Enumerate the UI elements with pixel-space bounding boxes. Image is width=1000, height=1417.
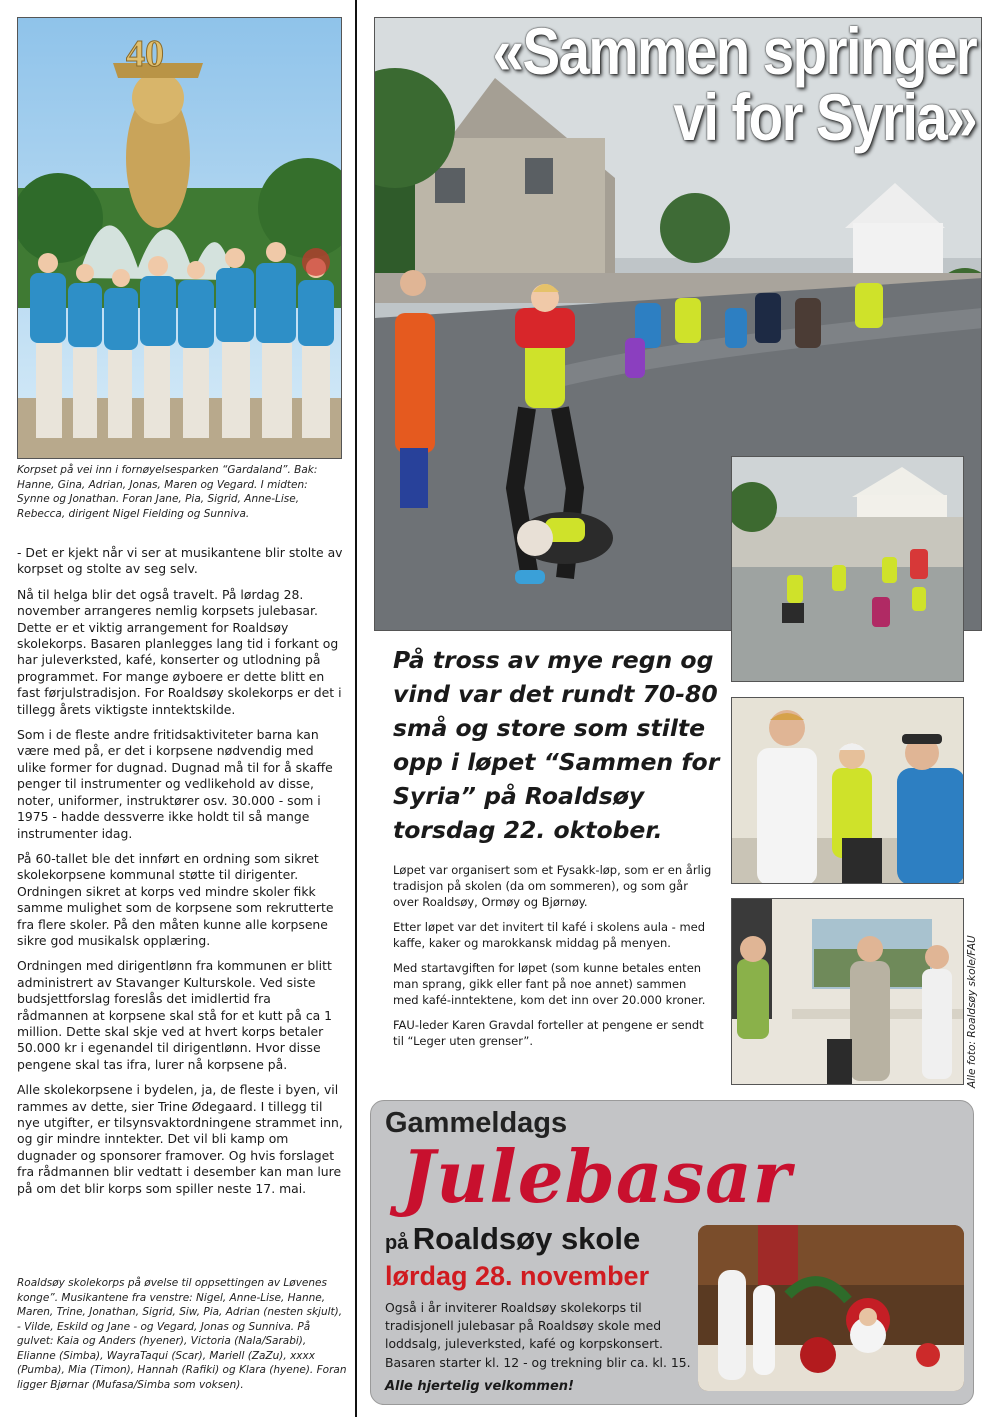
ad-start-time: Basaren starter kl. 12 - og trekning blir ca. kl. 15.	[385, 1355, 691, 1370]
left-article-body	[17, 545, 345, 1206]
ad-location-prefix: på	[385, 1232, 409, 1254]
ad-julebasar: Julebasar	[401, 1134, 792, 1219]
cafe-photo-kitchen	[731, 898, 964, 1085]
children-walking-photo	[731, 456, 964, 682]
right-paragraph: Løpet var organisert som et Fysakk-løp, som er en årlig tradisjon på skolen (da om sommeren), og som går over Roaldsøy, Ormøy og Bjørnøy.	[393, 863, 712, 909]
right-paragraph: FAU-leder Karen Gravdal forteller at pengene er sendt til “Leger uten grenser”.	[393, 1018, 704, 1048]
photo-badge-text: 40	[126, 33, 164, 75]
left-paragraph: Alle skolekorpsene i bydelen, ja, de fleste i byen, vil rammes av dette, sier Trine Ødegaard. I tillegg til nye utgifter, er tilsynsvaktordningene strammet inn, og gir mindre inntekter. Det vil bli kamp om dugnader og sponsorer framover. Og hvis forslaget fra rådmannen blir vedtatt i desember kan man lure på om det blir korps som spiller neste 17. mai.	[17, 1082, 343, 1196]
julebasar-ad	[370, 1100, 974, 1405]
children-photo-illustration	[732, 457, 964, 682]
article-lead: På tross av mye regn og vind var det rundt 70-80 små og store som stilte opp i løpet “Sammen for Syria” på Roaldsøy torsdag 22. oktober.	[393, 646, 720, 844]
left-paragraph: Som i de fleste andre fritidsaktiviteter barna kan være med på, er det i korpsene nødvendig med ulike former for dugnad. Dugnad må til for å skaffe penger til instrumenter og vedlikehold av disse, noter, uniformer, instruktører osv. 30.000 - som i 1975 - hadde dessverre ikke holdt til så mange instrumenter idag.	[17, 727, 333, 841]
ad-gammeldags: Gammeldags	[385, 1107, 568, 1139]
bottom-caption: Roaldsøy skolekorps på øvelse til oppsettingen av Løvenes konge”. Musikantene fra venstre: Nigel, Anne-Lise, Hanne, Maren, Trine, Jonathan, Sigrid, Siw, Pia, Adrian (nesten skjult), - Vilde, Eskild og Jane - og Vegard, Jonas og Sunniva. På gulvet: Kaia og Anders (hyener), Victoria (Nala/Sarabi), Elianne (Simba), WayraTaqui (Scar), Mariell (ZaZu), xxxx (Pumba), Mia (Timon), Hannah (Rafiki) og Klara (hyene). Foran ligger Bjørnar (Mufasa/Simba som voksen).	[17, 1277, 347, 1391]
article-headline: «Sammen springer vi for Syria»	[492, 14, 976, 154]
ad-body: Også i år inviterer Roaldsøy skolekorps til tradisjonell julebasar på Roaldsøy skole med loddsalg, juleverksted, kafé og korpskonsert.	[385, 1300, 663, 1351]
gardaland-photo-illustration	[18, 18, 342, 459]
ad-date: lørdag 28. november	[385, 1261, 650, 1291]
top-photo-caption: Korpset på vei inn i fornøyelsesparken “Gardaland”. Bak: Hanne, Gina, Adrian, Jonas, Maren og Vegard. I midten: Synne og Jonathan. Foran Jane, Pia, Sigrid, Anne-Lise, Rebecca, dirigent Nigel Fielding og Sunniva.	[17, 464, 318, 520]
ad-welcome: Alle hjertelig velkommen!	[385, 1379, 574, 1394]
column-divider	[355, 0, 357, 1417]
ad-location-name: Roaldsøy skole	[412, 1221, 641, 1256]
right-article-body	[393, 862, 713, 1058]
right-paragraph: Etter løpet var det invitert til kafé i skolens aula - med kaffe, kaker og marokkansk middag på menyen.	[393, 920, 706, 950]
left-paragraph: På 60-tallet ble det innført en ordning som sikret skolekorpsene kommunal støtte til dirigenter. Ordningen sikret at korps ved mindre skoler fikk samme mulighet som de korpsene som rekrutterte fra flere skoler. På den måten kunne alle korpsene sikre god musikalsk opplæring.	[17, 850, 334, 948]
christmas-photo-illustration	[698, 1225, 964, 1391]
kitchen-photo-illustration	[732, 899, 964, 1085]
cafe-photo-boys	[731, 697, 964, 884]
left-paragraph: - Det er kjekt når vi ser at musikantene blir stolte av korpset og stolte av seg selv.	[17, 545, 343, 577]
band-photo-gardaland	[17, 17, 342, 459]
christmas-decor-photo	[698, 1225, 964, 1391]
left-paragraph: Nå til helga blir det også travelt. På lørdag 28. november arrangeres nemlig korpsets julebasar. Dette er et viktig arrangement for Roaldsøy skolekorps. Basaren planlegges lang tid i forkant og har juleverksted, kafé, konserter og utlodning på programmet. For mange øyboere er dette blitt en fast førjulstradisjon. For Roaldsøy skolekorps er det i tillegg årets viktigste inntektskilde.	[17, 586, 342, 717]
ad-location	[385, 1221, 640, 1257]
right-paragraph: Med startavgiften for løpet (som kunne betales enten man sprang, gikk eller fant på noe annet) sammen med kafé-inntektene, kom det inn over 20.000 kroner.	[393, 961, 706, 1007]
photo-credit: Alle foto: Roaldsøy skole/FAU	[966, 935, 978, 1088]
cafe-photo-illustration	[732, 698, 964, 884]
left-paragraph: Ordningen med dirigentlønn fra kommunen er blitt administrert av Stavanger Kulturskole. Ved siste budsjettforslag foreslås det imidlertid fra rådmannen at korpsene skal stå for et kutt på ca 1 million. Dette skal skje ved at hvert korps betaler 50.000 kr i egenandel til dirigentlønn. Hvor disse pengene skal tas ifra, lurer nå korpsene på.	[17, 958, 333, 1072]
